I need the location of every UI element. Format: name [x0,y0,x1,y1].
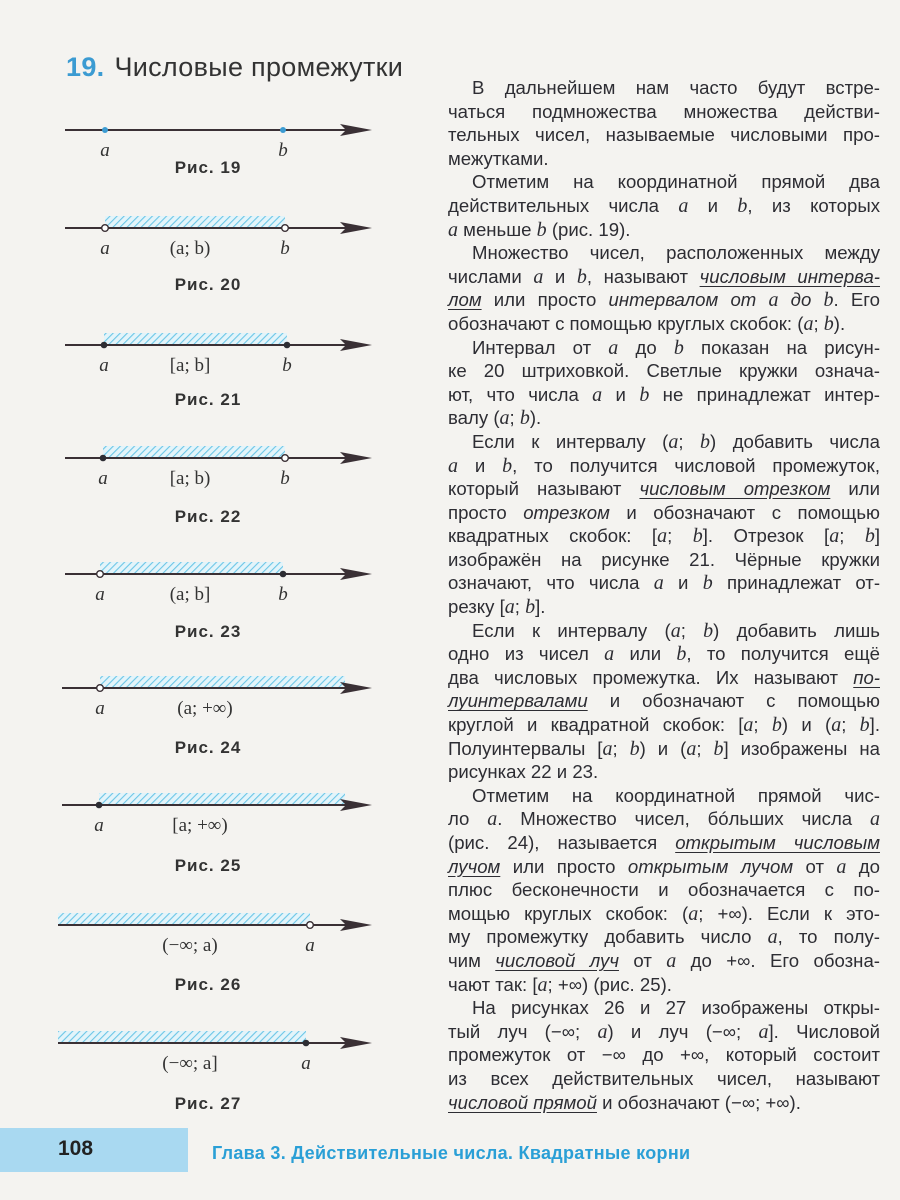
variable: a [768,289,779,312]
interval-label: (a; b) [169,238,211,259]
text: от [793,855,837,877]
text: резку [ [448,596,505,618]
section-heading: Числовые промежутки [114,52,404,82]
text: ло [448,808,488,830]
variable: a [803,312,814,335]
closed-point [280,571,287,578]
text: изображён на рисунке 21. Чёрные кружки [448,548,880,570]
closed-point [303,1040,310,1047]
text: , то получится ещё [686,643,880,665]
point-label: b [278,584,288,605]
text: ; +∞). Если к это- [698,902,880,924]
variable: a [668,430,679,453]
page-number-band [0,1128,188,1172]
term: числовой прямой [448,1091,597,1113]
text-line [448,100,880,124]
text-line [448,524,880,548]
variable: a [829,525,840,548]
text: мощью круглых скобок: ( [448,902,689,924]
text-line [448,406,880,430]
section-number: 19. [66,52,105,82]
text: меньше [458,218,537,240]
variable: b [639,383,650,406]
interval-label: (a; +∞) [177,698,233,719]
text-line [448,831,880,855]
point-label: a [99,355,109,376]
text: и [458,454,503,476]
term: числовым интерва- [699,265,880,287]
text: ют, что числа [448,383,593,405]
text: ). [529,407,542,429]
text-line [448,147,880,171]
interval-label: (−∞; a) [162,935,218,956]
text: до [846,855,880,877]
point-label: b [278,140,288,161]
text: не принадлежат интер- [649,383,880,405]
text-line [448,123,880,147]
text-line [448,571,880,595]
text: ) и ( [639,737,687,759]
text-line [448,689,880,713]
variable: b [502,454,513,477]
text-line [448,383,880,407]
point-label: a [100,140,110,161]
text: обозначают с помощью круглых скобок: ( [448,312,804,334]
text: (рис. 19). [546,218,631,240]
variable: b [713,737,724,760]
figure-caption: Рис. 21 [174,390,242,409]
text: ) добавить лишь [713,619,880,641]
text-line [448,218,880,242]
text: одно из чисел [448,643,605,665]
point-label: a [305,935,315,956]
variable: a [499,407,510,430]
variable: b [576,265,587,288]
text: му промежутку добавить число [448,926,768,948]
point-label: a [95,698,105,719]
text: ) и ( [781,714,832,736]
text: (рис. 24), называется [448,832,676,853]
text: чим [448,949,496,971]
variable: b [692,525,703,548]
text-line [448,996,880,1020]
variable: b [737,194,748,217]
term: луинтервалами [448,690,588,712]
text: Если к интервалу ( [472,619,671,641]
open-point [102,225,109,232]
variable: b [525,596,536,619]
text: Отметим на координатной прямой два [472,171,880,193]
variable: a [666,949,677,972]
text: ; [678,430,701,452]
text-line [448,807,880,831]
point-marker [102,127,108,133]
text-line [448,973,880,997]
text: Множество чисел, расположенных между [472,242,880,264]
variable: a [678,194,689,217]
text-line [448,1043,880,1067]
text: два числовых промежутка. Их называют [448,666,854,688]
figure-caption: Рис. 25 [174,856,242,875]
variable: b [700,430,711,453]
variable: a [448,454,458,477]
text-line [448,76,880,100]
text: тельных чисел, называемые числовыми про- [448,124,880,146]
text: и [602,383,640,405]
figure-caption: Рис. 22 [174,507,242,526]
text-line [448,666,880,690]
term: лучом [448,855,501,877]
point-marker [280,127,286,133]
variable: a [870,808,880,831]
text-line [448,925,880,949]
text: . Множество чисел, бóльших числа [497,808,870,830]
text-line [448,194,880,218]
variable: b [676,643,687,666]
text: ]. Отрезок [ [702,525,830,547]
text: отрезком [523,501,610,523]
figure-caption: Рис. 19 [174,158,242,177]
interval-hatch [100,676,345,687]
variable: a [592,383,603,406]
interval-label: (a; b] [169,584,211,605]
text: или просто [500,855,628,877]
variable: a [758,1020,769,1043]
text-line [448,737,880,761]
interval-hatch [58,1031,306,1042]
text: ; [667,525,693,547]
text: ] изображены на [723,737,880,759]
variable: b [703,619,714,642]
interval-label: [a; b] [169,355,211,376]
text: и обозначают с помощью [587,690,880,712]
variable: a [487,808,498,831]
text: ; [514,596,526,618]
text: В дальнейшем нам часто будут встре- [472,77,880,98]
variable: b [864,525,875,548]
text: Полуинтервалы [ [448,737,603,759]
variable: a [836,855,847,878]
text: ]. Числовой [768,1020,880,1042]
text-line [448,619,880,643]
text: ] [874,525,880,547]
variable: a [602,737,613,760]
text: валу ( [448,407,500,429]
point-label: a [100,238,110,259]
text-line [448,878,880,902]
text: Отметим на координатной прямой чис- [472,784,880,806]
text-line [448,501,880,525]
text: просто [448,501,524,523]
open-point [307,922,314,929]
interval-label: [a; b) [169,468,211,489]
point-label: b [280,468,290,489]
closed-point [101,342,108,349]
text: или [830,478,880,500]
text: или [614,643,677,665]
body-text [448,76,880,1114]
point-label: b [282,355,292,376]
text: тый луч (−∞; [448,1020,598,1042]
interval-hatch [100,562,283,573]
text-line [448,949,880,973]
text-line [448,430,880,454]
text: межутками. [448,147,549,169]
text-line [448,1020,880,1044]
text-line [448,713,880,737]
figure-caption: Рис. 20 [174,275,242,294]
variable: a [608,336,619,359]
variable: a [537,973,548,996]
variable: b [536,218,547,241]
text: ; [696,737,714,759]
variable: a [688,902,699,925]
text-line [448,265,880,289]
text: который называют [448,478,640,500]
chapter-title: Глава 3. Действительные числа. Квадратные корни [212,1143,691,1163]
text: числами [448,265,534,287]
text-line [448,1067,880,1091]
text: ; [509,407,520,429]
text-line [448,760,880,784]
text: чаться подмножества множества действи- [448,100,880,122]
text: принадлежат от- [712,572,881,594]
open-point [282,455,289,462]
text: круглой и квадратной скобок: [ [448,714,744,736]
text: ке 20 штриховкой. Светлые кружки означа- [448,360,880,382]
text-line [448,477,880,501]
text: Интервал от [472,336,609,358]
variable: a [686,737,697,760]
point-label: a [98,468,108,489]
term: лом [448,289,482,311]
page-number: 108 [58,1137,94,1160]
variable: a [653,572,664,595]
text: означают, что числа [448,572,654,594]
text: до [618,336,674,358]
text: ; [612,737,630,759]
text-line [448,642,880,666]
text-line [448,784,880,808]
text: ) и луч (−∞; [607,1020,759,1042]
open-point [282,225,289,232]
interval-label: (−∞; a] [162,1053,218,1074]
text-line [448,241,880,265]
point-label: b [280,238,290,259]
text: ) добавить числа [710,430,880,452]
text: открытым лучом [627,855,794,877]
figure-caption: Рис. 27 [174,1094,242,1113]
text: ]. [535,596,546,618]
open-point [97,571,104,578]
point-label: a [95,584,105,605]
text-line [448,548,880,572]
variable: a [604,643,615,666]
variable: a [448,218,458,241]
variable: b [702,572,713,595]
variable: a [504,596,515,619]
closed-point [96,802,103,809]
text-line [448,336,880,360]
text: ; [753,714,772,736]
closed-point [100,455,107,462]
text: действительных числа [448,194,679,216]
interval-hatch [103,446,285,457]
variable: a [533,265,544,288]
variable: a [743,714,754,737]
text: и обозначают (−∞; +∞). [596,1091,801,1113]
text-line [448,1091,880,1115]
text: ; [841,714,860,736]
term: числовым отрезком [639,478,831,500]
interval-label: [a; +∞) [172,815,228,836]
text-line [448,595,880,619]
text: ; [839,525,865,547]
variable: a [831,714,842,737]
figure-caption: Рис. 24 [174,738,242,757]
text: На рисунках 26 и 27 изображены откры- [472,997,880,1019]
text: показан на рисун- [683,336,881,358]
text-line [448,170,880,194]
closed-point [284,342,291,349]
text-line [448,902,880,926]
variable: b [823,312,834,335]
variable: b [771,714,782,737]
text: чают так: [ [448,973,538,995]
text: , то получится числовой промежуток, [512,454,880,476]
text-line [448,312,880,336]
figure-caption: Рис. 23 [174,622,242,641]
text: Если к интервалу ( [472,430,669,452]
variable: a [597,1020,608,1043]
text: интервалом от [608,289,769,311]
text: и [543,265,577,287]
text: из всех действительных чисел, называют [448,1067,880,1089]
text: квадратных скобок: [ [448,525,658,547]
variable: b [859,714,870,737]
text: , то полу- [777,926,880,948]
text-line [448,855,880,879]
number-line-figures [0,0,440,1120]
open-point [97,685,104,692]
term: по- [853,666,880,688]
interval-hatch [58,913,310,924]
text: ]. [869,714,880,736]
text-line [448,454,880,478]
figure-caption: Рис. 26 [174,975,242,994]
text: и обозначают с помощью [609,501,880,523]
text: рисунках 22 и 23. [448,761,599,783]
interval-hatch [104,333,287,344]
text: ; +∞) (рис. 25). [547,973,672,995]
text: до [778,289,824,311]
text: до +∞. Его обозна- [676,949,880,971]
variable: a [670,619,681,642]
text: . Его [833,289,880,311]
variable: b [629,737,640,760]
text: от [618,949,667,971]
text: или просто [481,289,609,311]
text: , из которых [747,194,880,216]
text: плюс бесконечности и обозначается с по- [448,879,880,901]
text: промежуток от −∞ до +∞, который состоит [448,1044,880,1066]
term: числовой луч [495,949,619,971]
variable: a [767,926,778,949]
text-line [448,288,880,312]
variable: b [823,289,834,312]
text: и [663,572,703,594]
text: и [688,194,738,216]
point-label: a [301,1053,311,1074]
point-label: a [94,815,104,836]
text: ). [833,312,846,334]
interval-hatch [105,216,285,227]
variable: b [519,407,530,430]
variable: b [673,336,684,359]
term: открытым числовым [675,832,880,853]
text: , называют [586,265,700,287]
text: ; [813,312,824,334]
text-line [448,359,880,383]
variable: a [657,525,668,548]
interval-hatch [99,793,345,804]
text: ; [680,619,704,641]
